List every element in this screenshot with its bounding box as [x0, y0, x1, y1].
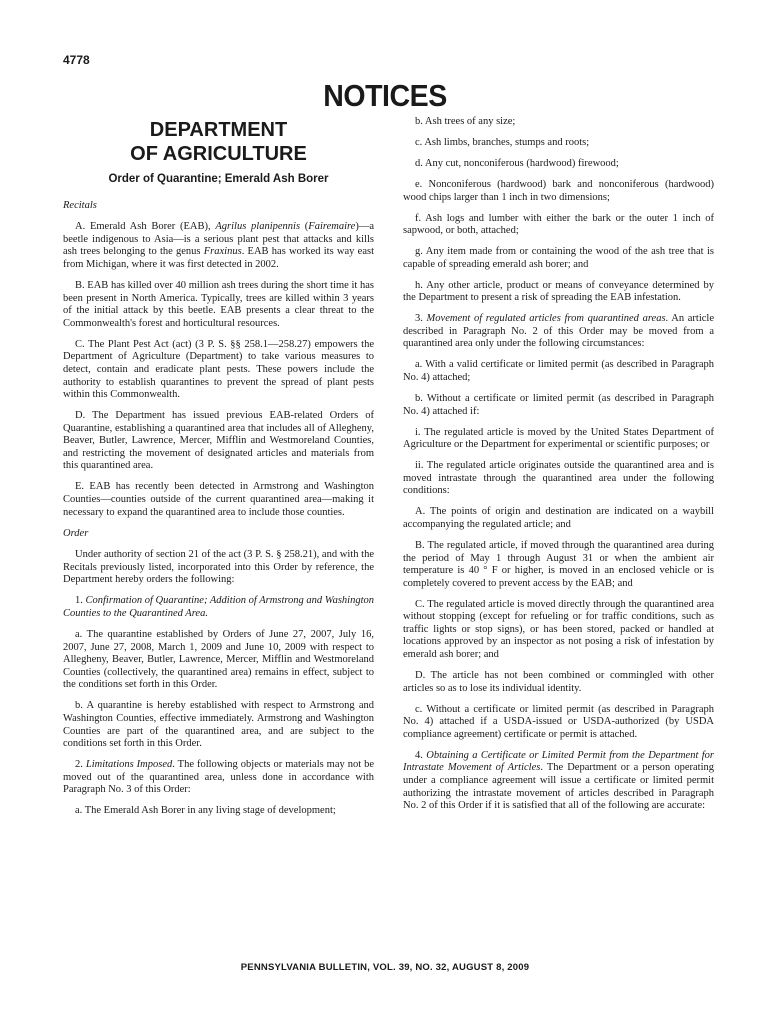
recital-a-tail: . EAB has worked its way east from Michigan, where it was first detected in 2002. [63, 246, 374, 270]
paragraph-3-heading: Movement of regulated articles from quarantined areas [426, 313, 666, 325]
order-intro: Under authority of section 21 of the act (3 P. S. § 258.21), and with the Recitals previously listed, incorporated into this Order by reference, the Department hereby orders the following: [63, 549, 374, 586]
recital-a: A. Emerald Ash Borer (EAB), Agrilus planipennis (Fairemaire)—a beetle indigenous to Asia—is a serious plant pest that attacks and kills ash trees belonging to the genus Fraxinus. EAB has worked its way east from Michigan, where it was first detected in 2002. [63, 221, 375, 270]
recital-e: E. EAB has recently been detected in Armstrong and Washington Counties—counties outside of the current quarantined area—making it necessary to expand the quarantined area to include those counties. [63, 481, 374, 518]
bulletin-footer: PENNSYLVANIA BULLETIN, VOL. 39, NO. 32, AUGUST 8, 2009 [240, 962, 530, 973]
paragraph-3-a: a. With a valid certificate or limited permit (as described in Paragraph No. 4) attached; [403, 359, 714, 384]
paragraph-2-c: c. Ash limbs, branches, stumps and roots; [415, 136, 590, 148]
paragraph-2-g: g. Any item made from or containing the wood of the ash tree that is capable of spreading emerald ash borer; and [403, 246, 714, 270]
order-title: Order of Quarantine; Emerald Ash Borer [108, 173, 329, 185]
paragraph-1 [63, 595, 374, 620]
paragraph-4-heading: Obtaining a Certificate or Limited Permit from the Department for Intrastate Movement of Articles [403, 749, 714, 774]
paragraph-2-d: d. Any cut, nonconiferous (hardwood) firewood; [415, 157, 619, 169]
recital-a-lead: A. Emerald Ash Borer (EAB), [75, 221, 216, 233]
recital-a-genus: Fraxinus [203, 246, 242, 258]
section-title: NOTICES [323, 78, 447, 113]
paragraph-3-b: b. Without a certificate or limited permit (as described in Paragraph No. 4) attached if: [403, 393, 714, 417]
left-column [63, 116, 374, 826]
paragraph-4-number: 4. [415, 749, 427, 761]
department-heading [63, 116, 374, 166]
department-heading-line1: DEPARTMENT [149, 119, 288, 141]
paragraph-4 [403, 750, 714, 813]
paragraph-2-text: . The following objects or materials may not be moved out of the quarantined area, unless done in accordance with Paragraph No. 3 of this Order: [63, 759, 375, 796]
paragraph-1-heading: Confirmation of Quarantine; Addition of Armstrong and Washington Counties to the Quarantined Area. [63, 595, 375, 619]
paragraph-2-number: 2. [75, 759, 86, 771]
paragraph-4-text: . The Department or a person operating under a compliance agreement will issue a certificate or limited permit authorizing the intrastate movement of articles described in Paragraph No. 2 of this Order if it is satisfied that all of the following are accurate: [403, 762, 714, 812]
paragraph-1-number: 1. [75, 595, 86, 607]
paragraph-3-number: 3. [415, 313, 427, 325]
recitals-heading: Recitals [63, 199, 97, 211]
paragraph-2-e: e. Nonconiferous (hardwood) bark and nonconiferous (hardwood) wood chips larger than 1 inch in two dimensions; [403, 178, 714, 203]
order-heading: Order [63, 527, 89, 539]
recital-b: B. EAB has killed over 40 million ash trees during the short time it has been present in North America. Typically, trees are killed within 3 years of the initial attack by this beetle. EAB presents a clear threat to the Commonwealth's forest and horticultural resources. [63, 279, 374, 329]
recital-a-mid: —a beetle indigenous to Asia—is a serious plant pest that attacks and kills ash trees belonging to the genus [63, 221, 375, 258]
paragraph-2 [63, 759, 374, 797]
recital-c: C. The Plant Pest Act (act) (3 P. S. §§ 258.1—258.27) empowers the Department of Agriculture (Department) to take various measures to detect, contain and eradicate plant pests. These powers include the authority to establish quarantines to prevent the spread of plant pests within this Commonwealth. [63, 338, 374, 401]
recital-a-species: Agrilus planipennis [215, 221, 301, 233]
paragraph-2-f: f. Ash logs and lumber with either the bark or the outer 1 inch of sapwood, or both, attached; [403, 212, 714, 237]
paragraph-2-b: b. Ash trees of any size; [415, 116, 516, 127]
department-heading-line2: OF AGRICULTURE [130, 143, 307, 165]
paragraph-1-a: a. The quarantine established by Orders of June 27, 2007, July 16, 2007, June 27, 2008, March 1, 2009 and June 10, 2009 with respect to Allegheny, Beaver, Butler, Lawrence, Mercer, Mifflin and Westmoreland Counties (collectively, the quarantined area) remains in effect, subject to the conditions set forth in this Order. [63, 628, 374, 691]
paragraph-2-heading: Limitations Imposed [85, 759, 173, 771]
paragraph-3-b-ii-c: C. The regulated article is moved directly through the quarantined area without stopping (except for refueling or for traffic conditions, such as traffic lights or stop signs), or has been stored, packed or handled at locations approved by an inspector as not posing a risk of infestation by emerald ash borer; and [403, 598, 714, 661]
paragraph-3-b-i: i. The regulated article is moved by the United States Department of Agriculture or the Department for experimental or scientific purposes; or [403, 426, 714, 451]
paragraph-3-b-ii-b: B. The regulated article, if moved through the quarantined area during the period of May 1 through August 31 or when the ambient air temperature is 40 ° F or higher, is moved in an enclosed vehicle or is completely covered to prevent access by the EAB; and [403, 539, 714, 589]
paragraph-2-a: a. The Emerald Ash Borer in any living stage of development; [75, 805, 336, 817]
paragraph-3 [403, 313, 714, 351]
paragraph-2-h: h. Any other article, product or means of conveyance determined by the Department to present a risk of spreading the EAB infestation. [403, 279, 714, 304]
recital-a-synonym: Fairemaire [308, 221, 356, 233]
paragraph-3-b-ii: ii. The regulated article originates outside the quarantined area and is moved intrastate through the quarantined area under the following conditions: [403, 460, 714, 497]
paragraph-3-text: . An article described in Paragraph No. 2 of this Order may be moved from a quarantined area only under the following circumstances: [403, 313, 714, 350]
right-column [403, 116, 714, 821]
recital-d: D. The Department has issued previous EAB-related Orders of Quarantine, establishing a quarantined area that includes all of Allegheny, Beaver, Butler, Lawrence, Mercer, Mifflin and Westmoreland Counties, and restricting the movement of designated articles and materials from this quarantined area. [63, 410, 374, 472]
paragraph-3-b-ii-d: D. The article has not been combined or commingled with other articles so as to lose its individual identity. [403, 670, 714, 694]
paragraph-1-b: b. A quarantine is hereby established with respect to Armstrong and Washington Counties, effective immediately. Armstrong and Washington Counties are part of the quarantined area, and are subject to the conditions set forth in this Order. [63, 700, 374, 750]
page-number: 4778 [63, 53, 90, 67]
paragraph-3-c: c. Without a certificate or limited permit (as described in Paragraph No. 4) attached if a USDA-issued or USDA-authorized (by USDA compliance agreement) certificate or permit is attached. [403, 703, 714, 740]
paragraph-3-b-ii-a: A. The points of origin and destination are indicated on a waybill accompanying the regulated article; and [403, 506, 714, 530]
